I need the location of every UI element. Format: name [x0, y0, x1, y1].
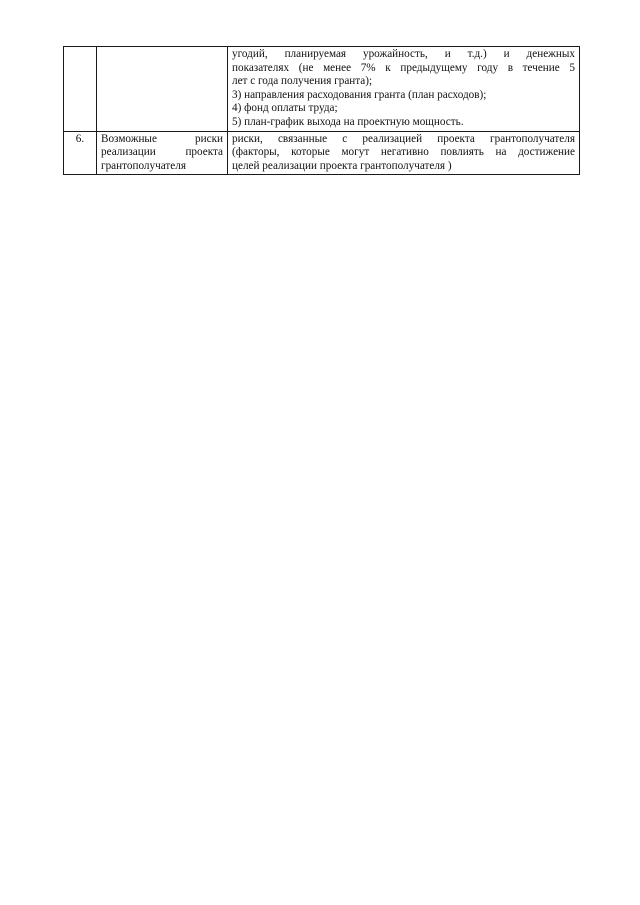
name-line: грантополучателя [101, 159, 186, 172]
description-line: лет с года получения гранта); [232, 75, 373, 88]
table-row-continued [64, 47, 580, 132]
row-name-cell [97, 47, 228, 132]
description-line: 3) направления расходования гранта (план расходов); [232, 88, 487, 101]
row-number-cell [64, 47, 97, 132]
document-table [63, 46, 580, 175]
description-line: 4) фонд оплаты труда; [232, 102, 338, 115]
description-line: (факторы, которые могут негативно повлиять на достижение [232, 146, 575, 159]
table-row-6 [64, 131, 580, 175]
description-line: 5) план-график выхода на проектную мощность. [232, 115, 464, 128]
description-line: целей реализации проекта грантополучателя ) [232, 159, 452, 172]
name-line: реализации проекта [101, 146, 223, 159]
row-description-cell [228, 131, 580, 175]
row-number-cell: 6. [64, 131, 97, 175]
row-name-cell [97, 131, 228, 175]
description-line: угодий, планируемая урожайность, и т.д.) и денежных [232, 48, 575, 60]
description-line: показателях (не менее 7% к предыдущему году в течение 5 [232, 61, 575, 74]
name-line: Возможные риски [101, 132, 223, 145]
description-line: риски, связанные с реализацией проекта грантополучателя [232, 132, 575, 145]
row-description-cell [228, 47, 580, 132]
